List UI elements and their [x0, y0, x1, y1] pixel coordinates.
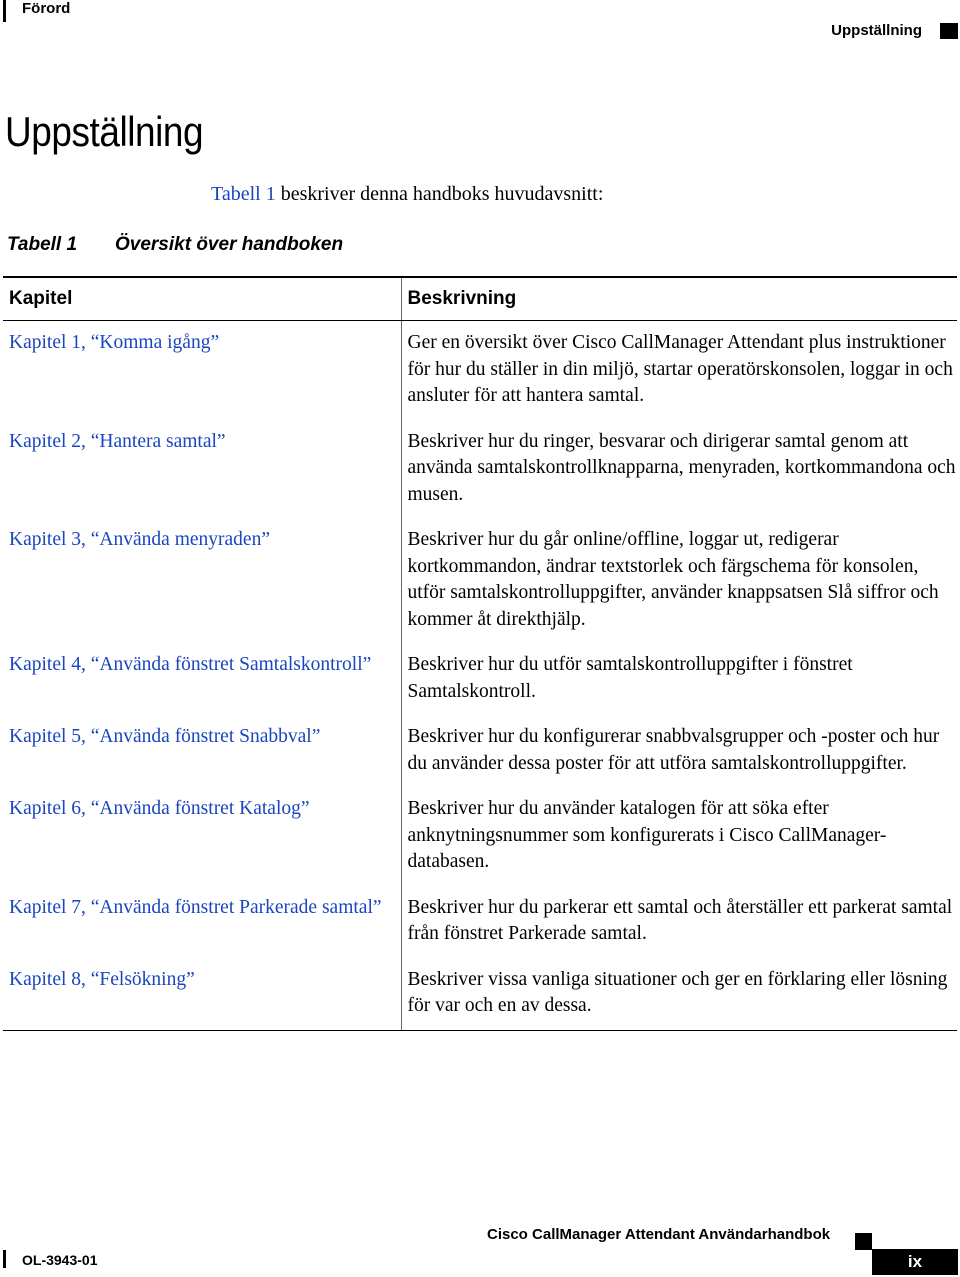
- intro-paragraph: [211, 183, 603, 206]
- chapter-description: Beskriver hur du parkerar ett samtal och återställer ett parkerat samtal från fönstret Parkerade samtal.: [407, 896, 953, 944]
- chapter-description: Ger en översikt över Cisco CallManager Attendant plus instruktioner för hur du ställer in din miljö, startar operatörskonsolen, loggar in och ansluter för att hantera samtal.: [407, 332, 953, 406]
- footer-page-number: ix: [872, 1249, 958, 1275]
- chapter-description: Beskriver hur du ringer, besvarar och dirigerar samtal genom att använda samtalskontrollknapparna, menyraden, kortkommandona och musen.: [407, 430, 956, 505]
- intro-text: beskriver denna handboks huvudavsnitt:: [275, 183, 604, 205]
- table-row: [3, 643, 957, 715]
- footer-doc-number: OL-3943-01: [22, 1252, 98, 1268]
- chapter-link[interactable]: Kapitel 5, “Använda fönstret Snabbval”: [3, 715, 401, 787]
- header-running-title: Uppställning: [831, 22, 922, 39]
- column-header-chapter: Kapitel: [3, 277, 401, 321]
- table-row: [3, 321, 957, 420]
- table-row: [3, 886, 957, 958]
- chapter-description: Beskriver hur du utför samtalskontrolluppgifter i fönstret Samtalskontroll.: [407, 654, 853, 702]
- chapter-description: Beskriver hur du konfigurerar snabbvalsgrupper och -poster och hur du använder dessa poster för att utföra samtalskontrolluppgifter.: [407, 726, 940, 774]
- header-section-name: Förord: [22, 0, 71, 17]
- chapter-link[interactable]: Kapitel 1, “Komma igång”: [3, 321, 401, 420]
- overview-table: [3, 276, 957, 1031]
- chapter-description: Beskriver hur du går online/offline, loggar ut, redigerar kortkommandon, ändrar textstorlek och färgschema för konsolen, utför samtalskontrolluppgifter, använder knappsatsen Slå siffror och kommer åt direkthjälp.: [407, 529, 939, 630]
- table-reference-link[interactable]: Tabell 1: [211, 183, 276, 205]
- header-left-bar: [3, 0, 6, 22]
- chapter-link[interactable]: Kapitel 7, “Använda fönstret Parkerade samtal”: [3, 886, 401, 958]
- chapter-link[interactable]: Kapitel 8, “Felsökning”: [3, 958, 401, 1031]
- table-caption: [7, 234, 344, 256]
- table-row: [3, 787, 957, 886]
- page-title: Uppställning: [5, 108, 204, 155]
- footer-left-bar: [3, 1250, 6, 1268]
- chapter-link[interactable]: Kapitel 6, “Använda fönstret Katalog”: [3, 787, 401, 886]
- chapter-link[interactable]: Kapitel 2, “Hantera samtal”: [3, 420, 401, 519]
- footer-book-title: Cisco CallManager Attendant Användarhandbok: [487, 1226, 831, 1243]
- table-caption-label: Tabell 1: [7, 234, 78, 255]
- table-row: [3, 958, 957, 1031]
- table-row: [3, 518, 957, 643]
- chapter-description: Beskriver vissa vanliga situationer och ger en förklaring eller lösning för var och en av dessa.: [401, 958, 957, 1031]
- header-square-marker: [940, 23, 958, 39]
- chapter-description: Beskriver hur du använder katalogen för att söka efter anknytningsnummer som konfigurerats i Cisco CallManager-databasen.: [407, 798, 887, 872]
- table-row: [3, 715, 957, 787]
- footer-square-marker: [855, 1233, 872, 1250]
- chapter-link[interactable]: Kapitel 3, “Använda menyraden”: [3, 518, 401, 643]
- chapter-link[interactable]: Kapitel 4, “Använda fönstret Samtalskontroll”: [3, 643, 401, 715]
- table-caption-title: Översikt över handboken: [115, 234, 344, 255]
- table-row: [3, 420, 957, 519]
- table-header-row: [3, 277, 957, 321]
- column-header-description: Beskrivning: [401, 277, 957, 321]
